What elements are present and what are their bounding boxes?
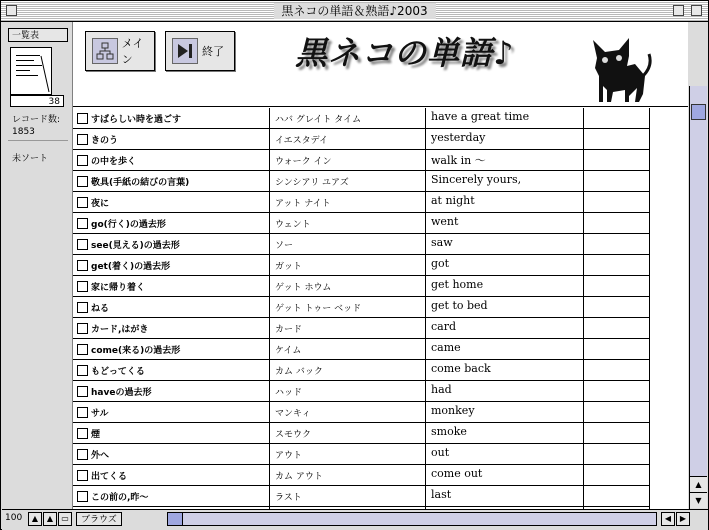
table-row[interactable] [73,381,649,402]
katakana-reading[interactable]: ウェント [275,220,311,230]
katakana-reading[interactable]: ハッド [275,388,303,398]
katakana-reading[interactable]: カム アウト [275,472,323,482]
column-divider [269,108,270,509]
japanese-meaning[interactable]: go(行く)の過去形 [91,220,166,230]
records-count: 1853 [12,127,35,137]
english-phrase[interactable]: have a great time [431,110,530,123]
english-phrase[interactable]: get home [431,278,484,291]
katakana-reading[interactable]: ゲット トゥー ベッド [275,304,362,314]
english-phrase[interactable]: last [431,488,452,501]
katakana-reading[interactable]: ガット [275,262,302,272]
japanese-meaning[interactable]: すばらしい時を過ごす [91,115,182,125]
japanese-meaning[interactable]: 敬具(手紙の結びの言葉) [91,178,190,188]
table-row[interactable] [73,465,649,486]
row-checkbox[interactable] [77,302,88,313]
katakana-reading[interactable]: アット ナイト [275,199,331,209]
katakana-reading[interactable]: ケイム [275,346,302,356]
katakana-reading[interactable]: スモウク [275,430,312,440]
collapse-box-icon[interactable] [691,5,702,16]
sitemap-icon [92,38,118,64]
table-row[interactable] [73,297,649,318]
english-phrase[interactable]: saw [431,236,453,249]
english-phrase[interactable]: get to bed [431,299,488,312]
row-checkbox[interactable] [77,113,88,124]
table-row[interactable] [73,108,649,129]
sort-status: 未ソート [12,154,49,164]
row-checkbox[interactable] [77,449,88,460]
table-row[interactable] [73,171,649,192]
katakana-reading[interactable]: カム バック [275,367,323,377]
table-row[interactable] [73,360,649,381]
english-phrase[interactable]: yesterday [431,131,486,144]
japanese-meaning[interactable]: もどってくる [91,367,145,377]
english-phrase[interactable]: card [431,320,457,333]
japanese-meaning[interactable]: see(見える)の過去形 [91,241,180,251]
row-checkbox[interactable] [77,470,88,481]
english-phrase[interactable]: out [431,446,450,459]
row-checkbox[interactable] [77,155,88,166]
skip-forward-icon [172,38,198,64]
table-row[interactable] [73,234,649,255]
scroll-thumb[interactable] [691,104,706,120]
row-checkbox[interactable] [77,260,88,271]
katakana-reading[interactable]: ラスト [275,493,302,503]
japanese-meaning[interactable]: get(着く)の過去形 [91,262,171,272]
row-checkbox[interactable] [77,239,88,250]
table-row[interactable] [73,213,649,234]
japanese-meaning[interactable]: haveの過去形 [91,388,152,398]
katakana-reading[interactable]: ハバ グレイト タイム [275,115,362,125]
window-title: 黒ネコの単語＆熟語♪2003 [273,3,435,19]
zoom-in-icon[interactable]: ▲ [43,512,57,526]
japanese-meaning[interactable]: サル [91,409,109,419]
english-phrase[interactable]: walk in ～ [431,154,486,167]
scroll-right-icon[interactable]: ▶ [676,512,690,526]
japanese-meaning[interactable]: カード,はがき [91,325,149,335]
mode-selector[interactable] [76,512,122,526]
quit-button-label: 終了 [202,45,224,58]
table-row[interactable] [73,444,649,465]
english-phrase[interactable]: had [431,383,452,396]
japanese-meaning[interactable]: come(来る)の過去形 [91,346,181,356]
table-row[interactable] [73,339,649,360]
japanese-meaning[interactable]: 夜に [91,199,110,209]
katakana-reading[interactable]: ゲット ホウム [275,283,332,293]
table-row[interactable] [73,150,649,171]
katakana-reading[interactable]: ソー [275,241,294,251]
scroll-left-icon[interactable]: ◀ [661,512,675,526]
table-row[interactable] [73,192,649,213]
japanese-meaning[interactable]: この前の,昨～ [91,493,149,503]
row-checkbox[interactable] [77,491,88,502]
scroll-track[interactable] [690,86,707,476]
english-phrase[interactable]: went [431,215,459,228]
katakana-reading[interactable]: マンキィ [275,409,311,419]
table-row[interactable] [73,486,649,507]
main-button[interactable] [85,31,155,71]
horizontal-scrollbar[interactable] [167,512,657,526]
table-row[interactable] [73,276,649,297]
main-button-label: メイン [121,37,144,66]
english-phrase[interactable]: come back [431,362,491,375]
table-row[interactable] [73,255,649,276]
katakana-reading[interactable]: カード [275,325,303,335]
layout-content [73,22,688,509]
layout-selector[interactable]: 一覧表 [8,28,68,42]
column-divider [649,108,650,509]
book-icon[interactable] [10,47,52,95]
row-checkbox[interactable] [77,218,88,229]
scroll-up-icon[interactable]: ▲ [690,476,707,492]
toggle-status-icon[interactable]: ▭ [58,512,72,526]
row-checkbox[interactable] [77,281,88,292]
status-sidebar [2,22,73,509]
record-book[interactable] [10,47,64,109]
black-cat-icon [583,36,653,104]
english-phrase[interactable]: monkey [431,404,475,417]
records-info [12,114,60,138]
katakana-reading[interactable]: ウォーク イン [275,157,332,167]
status-bar [2,509,708,530]
close-box-icon[interactable] [6,5,17,16]
english-phrase[interactable]: got [431,257,450,270]
row-checkbox[interactable] [77,197,88,208]
scroll-down-icon[interactable]: ▼ [690,492,707,508]
column-divider [425,108,426,509]
layout-header [73,22,688,107]
japanese-meaning[interactable]: 煙 [91,430,101,440]
divider [8,140,68,141]
vertical-scrollbar[interactable] [689,86,707,509]
english-phrase[interactable]: came [431,341,461,354]
app-title: 黒ネコの単語♪ [295,34,515,72]
japanese-meaning[interactable]: きのう [91,136,119,146]
table-row[interactable] [73,129,649,150]
japanese-meaning[interactable]: 出てくる [91,472,128,482]
english-phrase[interactable]: Sincerely yours, [431,173,522,186]
zoom-level[interactable]: 100 [5,513,23,523]
japanese-meaning[interactable]: 家に帰り着く [91,283,146,293]
row-checkbox[interactable] [77,365,88,376]
katakana-reading[interactable]: シンシアリ ユアズ [275,178,349,188]
row-checkbox[interactable] [77,176,88,187]
english-phrase[interactable]: at night [431,194,475,207]
zoom-box-icon[interactable] [673,5,684,16]
english-phrase[interactable]: smoke [431,425,467,438]
katakana-reading[interactable]: アウト [275,451,303,461]
table-row[interactable] [73,318,649,339]
japanese-meaning[interactable]: 外へ [91,451,110,461]
row-checkbox[interactable] [77,386,88,397]
row-checkbox[interactable] [77,428,88,439]
row-checkbox[interactable] [77,407,88,418]
row-checkbox[interactable] [77,323,88,334]
row-checkbox[interactable] [77,134,88,145]
zoom-out-icon[interactable]: ▲ [28,512,42,526]
title-bar[interactable] [1,1,708,22]
katakana-reading[interactable]: イエスタデイ [275,136,329,146]
japanese-meaning[interactable]: の中を歩く [91,157,137,167]
column-divider [583,108,584,509]
mode-label: ブラウズ [81,515,117,525]
row-checkbox[interactable] [77,344,88,355]
table-row[interactable] [73,423,649,444]
quit-button[interactable] [165,31,235,71]
table-row[interactable] [73,402,649,423]
english-phrase[interactable]: come out [431,467,483,480]
record-number[interactable]: 38 [10,95,64,107]
japanese-meaning[interactable]: ねる [91,304,110,314]
records-label: レコード数: [12,115,61,125]
scroll-thumb[interactable] [168,513,183,525]
